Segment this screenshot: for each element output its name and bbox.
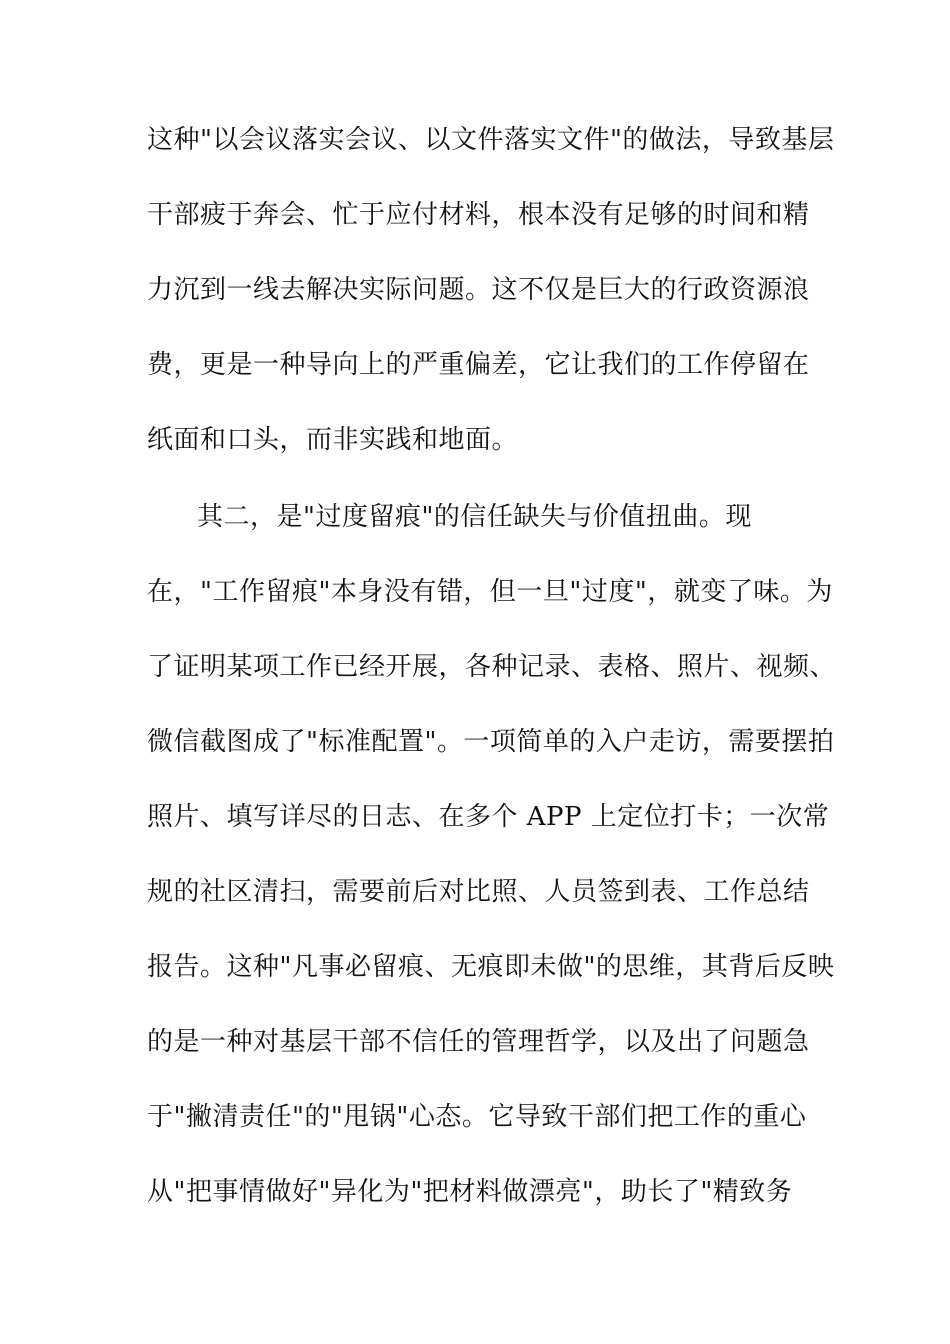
text-line-1: 这种"以会议落实会议、以文件落实文件"的做法，导致基层 [147,125,835,155]
paragraph-heading-line: 其二，是"过度留痕"的信任缺失与价值扭曲。现 [197,502,752,532]
text-line-7: 在，"工作留痕"本身没有错，但一旦"过度"，就变了味。为 [147,577,833,607]
text-line-11: 规的社区清扫，需要前后对比照、人员签到表、工作总结 [147,877,810,907]
text-line-15: 从"把事情做好"异化为"把材料做漂亮"，助长了"精致务 [147,1177,793,1207]
text-line-13: 的是一种对基层干部不信任的管理哲学，以及出了问题急 [147,1027,810,1057]
text-line-4: 费，更是一种导向上的严重偏差，它让我们的工作停留在 [147,350,810,380]
text-line-12: 报告。这种"凡事必留痕、无痕即未做"的思维，其背后反映 [147,952,835,982]
text-line-3: 力沉到一线去解决实际问题。这不仅是巨大的行政资源浪 [147,275,810,305]
text-line-8: 了证明某项工作已经开展，各种记录、表格、照片、视频、 [147,652,837,682]
text-line-9: 微信截图成了"标准配置"。一项简单的入户走访，需要摆拍 [147,727,835,757]
text-line-5: 纸面和口头，而非实践和地面。 [147,425,519,455]
text-line-14: 于"撇清责任"的"甩锅"心态。它导致干部们把工作的重心 [147,1102,807,1132]
text-line-10: 照片、填写详尽的日志、在多个 APP 上定位打卡；一次常 [147,802,830,832]
text-line-2: 干部疲于奔会、忙于应付材料，根本没有足够的时间和精 [147,200,810,230]
